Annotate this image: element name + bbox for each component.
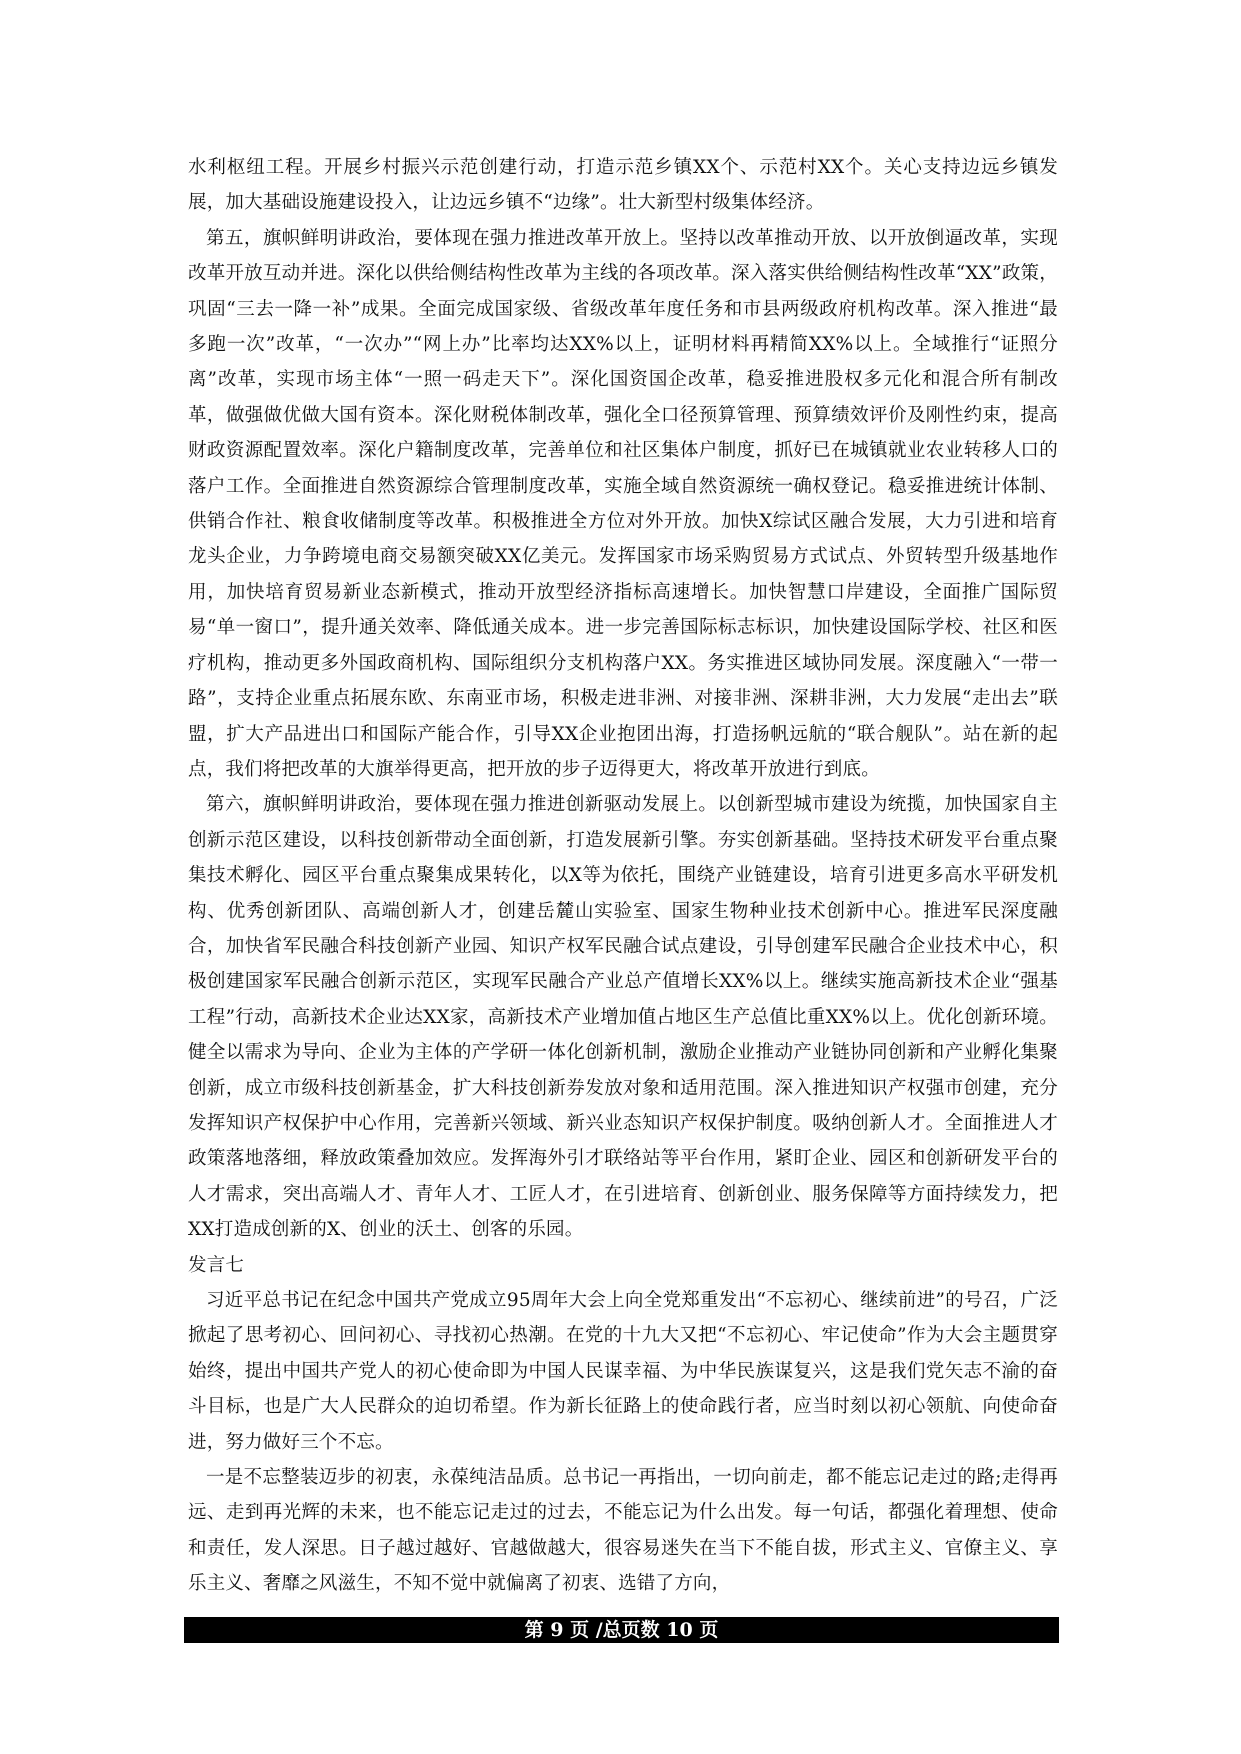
paragraph-2: 第五，旗帜鲜明讲政治，要体现在强力推进改革开放上。坚持以改革推动开放、以开放倒逼改革，实现改革开放互动并进。深化以供给侧结构性改革为主线的各项改革。深入落实供给侧结构性改革“XX”政策，巩固“三去一降一补”成果。全面完成国家级、省级改革年度任务和市县两级政府机构改革。深入推进“最多跑一次”改革，“一次办”“网上办”比率均达XX%以上，证明材料再精简XX%以上。全域推行“证照分离”改革，实现市场主体“一照一码走天下”。深化国资国企改革，稳妥推进股权多元化和混合所有制改革，做强做优做大国有资本。深化财税体制改革，强化全口径预算管理、预算绩效评价及刚性约束，提高财政资源配置效率。深化户籍制度改革，完善单位和社区集体户制度，抓好已在城镇就业农业转移人口的落户工作。全面推进自然资源综合管理制度改革，实施全域自然资源统一确权登记。稳妥推进统计体制、供销合作社、粮食收储制度等改革。积极推进全方位对外开放。加快X综试区融合发展，大力引进和培育龙头企业，力争跨境电商交易额突破XX亿美元。发挥国家市场采购贸易方式试点、外贸转型升级基地作用，加快培育贸易新业态新模式，推动开放型经济指标高速增长。加快智慧口岸建设，全面推广国际贸易“单一窗口”，提升通关效率、降低通关成本。进一步完善国际标志标识，加快建设国际学校、社区和医疗机构，推动更多外国政商机构、国际组织分支机构落户XX。务实推进区域协同发展。深度融入“一带一路”，支持企业重点拓展东欧、东南亚市场，积极走进非洲、对接非洲、深耕非洲，大力发展“走出去”联盟，扩大产品进出口和国际产能合作，引导XX企业抱团出海，打造扬帆远航的“联合舰队”。站在新的起点，我们将把改革的大旗举得更高，把开放的步子迈得更大，将改革开放进行到底。: [188, 227, 1058, 780]
paragraph-1: 水利枢纽工程。开展乡村振兴示范创建行动，打造示范乡镇XX个、示范村XX个。关心支持边远乡镇发展，加大基础设施建设投入，让边远乡镇不“边缘”。壮大新型村级集体经济。: [188, 157, 1058, 214]
document-body: [188, 150, 1058, 1602]
page-number-label: 第 9 页 /总页数 10 页: [524, 1619, 719, 1641]
paragraph-4: 习近平总书记在纪念中国共产党成立95周年大会上向全党郑重发出“不忘初心、继续前进”的号召，广泛掀起了思考初心、回问初心、寻找初心热潮。在党的十九大又把“不忘初心、牢记使命”作为大会主题贯穿始终，提出中国共产党人的初心使命即为中国人民谋幸福、为中华民族谋复兴，这是我们党矢志不渝的奋斗目标，也是广大人民群众的迫切希望。作为新长征路上的使命践行者，应当时刻以初心领航、向使命奋进，努力做好三个不忘。: [188, 1290, 1058, 1453]
page-footer: [184, 1617, 1059, 1643]
section-heading: 发言七: [188, 1254, 245, 1276]
paragraph-5: 一是不忘整装迈步的初衷，永葆纯洁品质。总书记一再指出，一切向前走，都不能忘记走过的路;走得再远、走到再光辉的未来，也不能忘记走过的过去，不能忘记为什么出发。每一句话，都强化着理想、使命和责任，发人深思。日子越过越好、官越做越大，很容易迷失在当下不能自拔，形式主义、官僚主义、享乐主义、奢靡之风滋生，不知不觉中就偏离了初衷、选错了方向，: [188, 1467, 1058, 1595]
paragraph-3: 第六，旗帜鲜明讲政治，要体现在强力推进创新驱动发展上。以创新型城市建设为统揽，加快国家自主创新示范区建设，以科技创新带动全面创新，打造发展新引擎。夯实创新基础。坚持技术研发平台重点聚集技术孵化、园区平台重点聚集成果转化，以X等为依托，围绕产业链建设，培育引进更多高水平研发机构、优秀创新团队、高端创新人才，创建岳麓山实验室、国家生物种业技术创新中心。推进军民深度融合，加快省军民融合科技创新产业园、知识产权军民融合试点建设，引导创建军民融合企业技术中心，积极创建国家军民融合创新示范区，实现军民融合产业总产值增长XX%以上。继续实施高新技术企业“强基工程”行动，高新技术企业达XX家，高新技术产业增加值占地区生产总值比重XX%以上。优化创新环境。健全以需求为导向、企业为主体的产学研一体化创新机制，激励企业推动产业链协同创新和产业孵化集聚创新，成立市级科技创新基金，扩大科技创新券发放对象和适用范围。深入推进知识产权强市创建，充分发挥知识产权保护中心作用，完善新兴领域、新兴业态知识产权保护制度。吸纳创新人才。全面推进人才政策落地落细，释放政策叠加效应。发挥海外引才联络站等平台作用，紧盯企业、园区和创新研发平台的人才需求，突出高端人才、青年人才、工匠人才，在引进培育、创新创业、服务保障等方面持续发力，把XX打造成创新的X、创业的沃土、创客的乐园。: [188, 794, 1058, 1241]
